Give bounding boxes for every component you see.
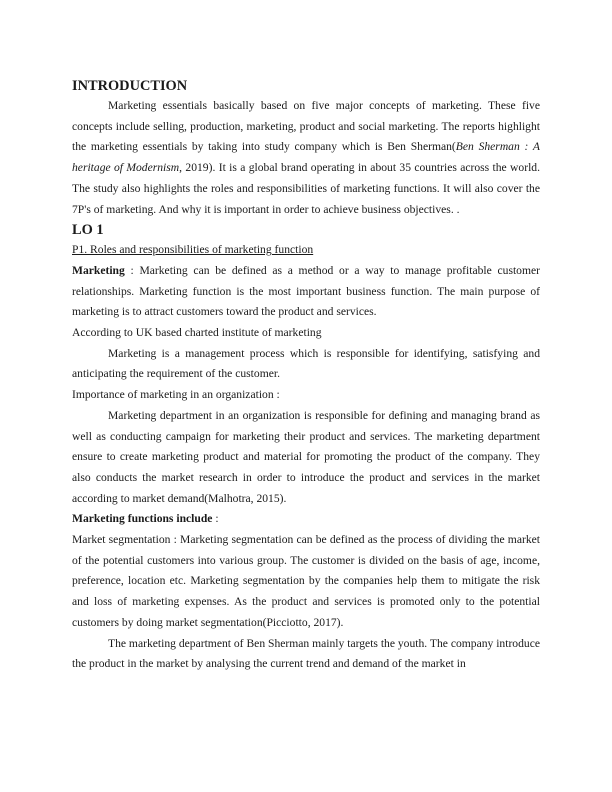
intro-text-part-2: , 2019). It is a global brand operating in about 35 countries across the world. The study also highlights the roles and responsibilities of marketing functions. It will also cover the 7P's of marketing. And why it is important in order to achieve business objectives. . xyxy=(72,161,540,216)
functions-term: Marketing functions include xyxy=(72,512,213,526)
document-page xyxy=(72,76,540,675)
segmentation-paragraph: Market segmentation : Marketing segmentation can be defined as the process of dividing the market of the potential customers into various group. The customer is divided on the basis of age, income, preference, location etc. Marketing segmentation by the companies help them to mitigate the risk and loss of marketing expenses. As the product and services is promoted only to the potential customers by doing market segmentation(Picciotto, 2017). xyxy=(72,533,540,629)
functions-colon: : xyxy=(212,512,219,526)
ben-sherman-paragraph: The marketing department of Ben Sherman mainly targets the youth. The company introduce the product in the market by analysing the current trend and demand of the market in xyxy=(72,636,540,671)
introduction-paragraph xyxy=(72,96,540,220)
functions-heading xyxy=(72,509,540,530)
marketing-definition xyxy=(72,261,540,323)
p1-subheading: P1. Roles and responsibilities of marketing function xyxy=(72,243,314,257)
importance-paragraph: Marketing department in an organization is responsible for defining and managing brand as well as conducting campaign for marketing their product and services. The marketing department ensure to create marketing product and material for promoting the product of the company. They also conducts the market research in order to introduce the product and services in the market according to market demand(Malhotra, 2015). xyxy=(72,408,540,505)
introduction-heading: INTRODUCTION xyxy=(72,78,188,94)
uk-definition: Marketing is a management process which is responsible for identifying, satisfying and anticipating the requirement of the customer. xyxy=(72,346,540,381)
intro-citation-title: Ben Sherman : A heritage of Modernism xyxy=(72,140,540,175)
lo1-heading: LO 1 xyxy=(72,222,104,239)
importance-line: Importance of marketing in an organization : xyxy=(72,388,280,402)
uk-institute-line: According to UK based charted institute of marketing xyxy=(72,326,322,340)
intro-text-part-1: Marketing essentials basically based on five major concepts of marketing. These five concepts include selling, production, marketing, product and social marketing. The reports highlight the marketing essentials by taking into study company which is Ben Sherman( xyxy=(72,99,540,154)
marketing-definition-text: : Marketing can be defined as a method or a way to manage profitable customer relationships. Marketing function is the most important business function. The main purpose of marketing is to attract customers toward the product and services. xyxy=(72,263,540,319)
marketing-term: Marketing xyxy=(72,263,125,277)
